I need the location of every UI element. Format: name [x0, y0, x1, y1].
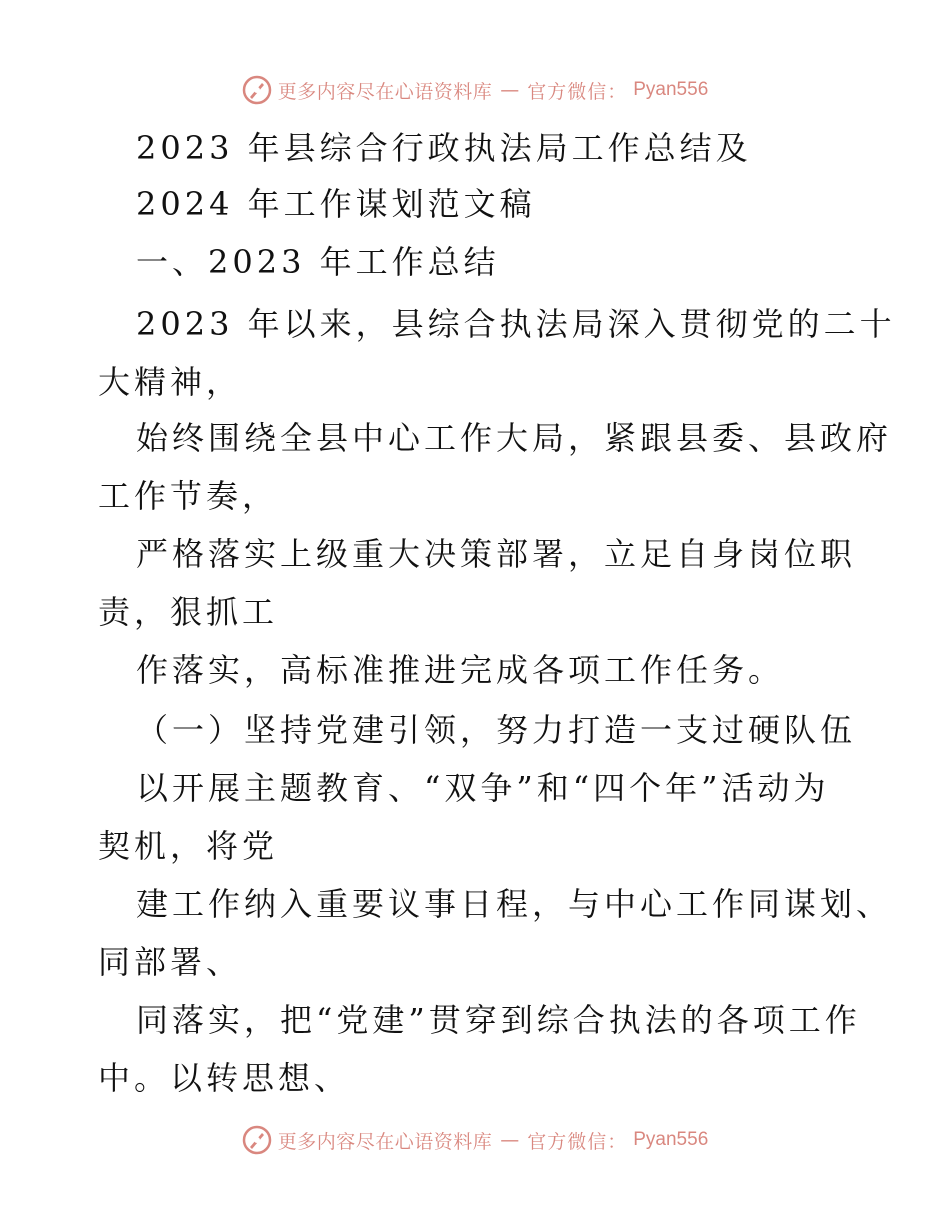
- document-title-line-1: 2023 年县综合行政执法局工作总结及: [136, 129, 752, 167]
- paragraph-line: 同部署、: [98, 943, 243, 981]
- watermark-wechat-id: Pyan556: [633, 1129, 709, 1150]
- watermark-separator: —: [500, 1129, 520, 1151]
- paragraph-line: 工作节奏，: [98, 477, 279, 515]
- paragraph-line: 大精神，: [98, 363, 243, 401]
- watermark-site-text: 更多内容尽在心语资料库: [277, 1130, 493, 1153]
- footer-watermark: [0, 1122, 950, 1158]
- paragraph-line: 契机，将党: [98, 827, 279, 865]
- paragraph-line: 责，狠抓工: [98, 593, 279, 631]
- paragraph-line: 同落实，把“党建”贯穿到综合执法的各项工作: [136, 1001, 861, 1039]
- watermark-wechat-label: 官方微信：: [527, 1130, 628, 1153]
- quill-logo-icon: [242, 75, 272, 105]
- document-title-line-2: 2024 年工作谋划范文稿: [136, 185, 536, 223]
- paragraph-line: 以开展主题教育、“双争”和“四个年”活动为: [136, 769, 830, 807]
- paragraph-line: 严格落实上级重大决策部署，立足自身岗位职: [136, 535, 857, 573]
- quill-logo-icon: [242, 1125, 272, 1155]
- paragraph-line: 始终围绕全县中心工作大局，紧跟县委、县政府: [136, 419, 893, 457]
- paragraph-line: 2023 年以来，县综合执法局深入贯彻党的二十: [136, 305, 896, 343]
- paragraph-line: 建工作纳入重要议事日程，与中心工作同谋划、: [136, 885, 893, 923]
- watermark-separator: —: [500, 79, 520, 101]
- paragraph-line: 中。以转思想、: [98, 1059, 351, 1097]
- section-heading: 一、2023 年工作总结: [136, 243, 500, 281]
- subsection-heading: （一）坚持党建引领，努力打造一支过硬队伍: [136, 711, 857, 749]
- header-watermark: [0, 72, 950, 108]
- paragraph-line: 作落实，高标准推进完成各项工作任务。: [136, 651, 785, 689]
- watermark-wechat-id: Pyan556: [633, 79, 709, 100]
- watermark-wechat-label: 官方微信：: [527, 80, 628, 103]
- watermark-site-text: 更多内容尽在心语资料库: [277, 80, 493, 103]
